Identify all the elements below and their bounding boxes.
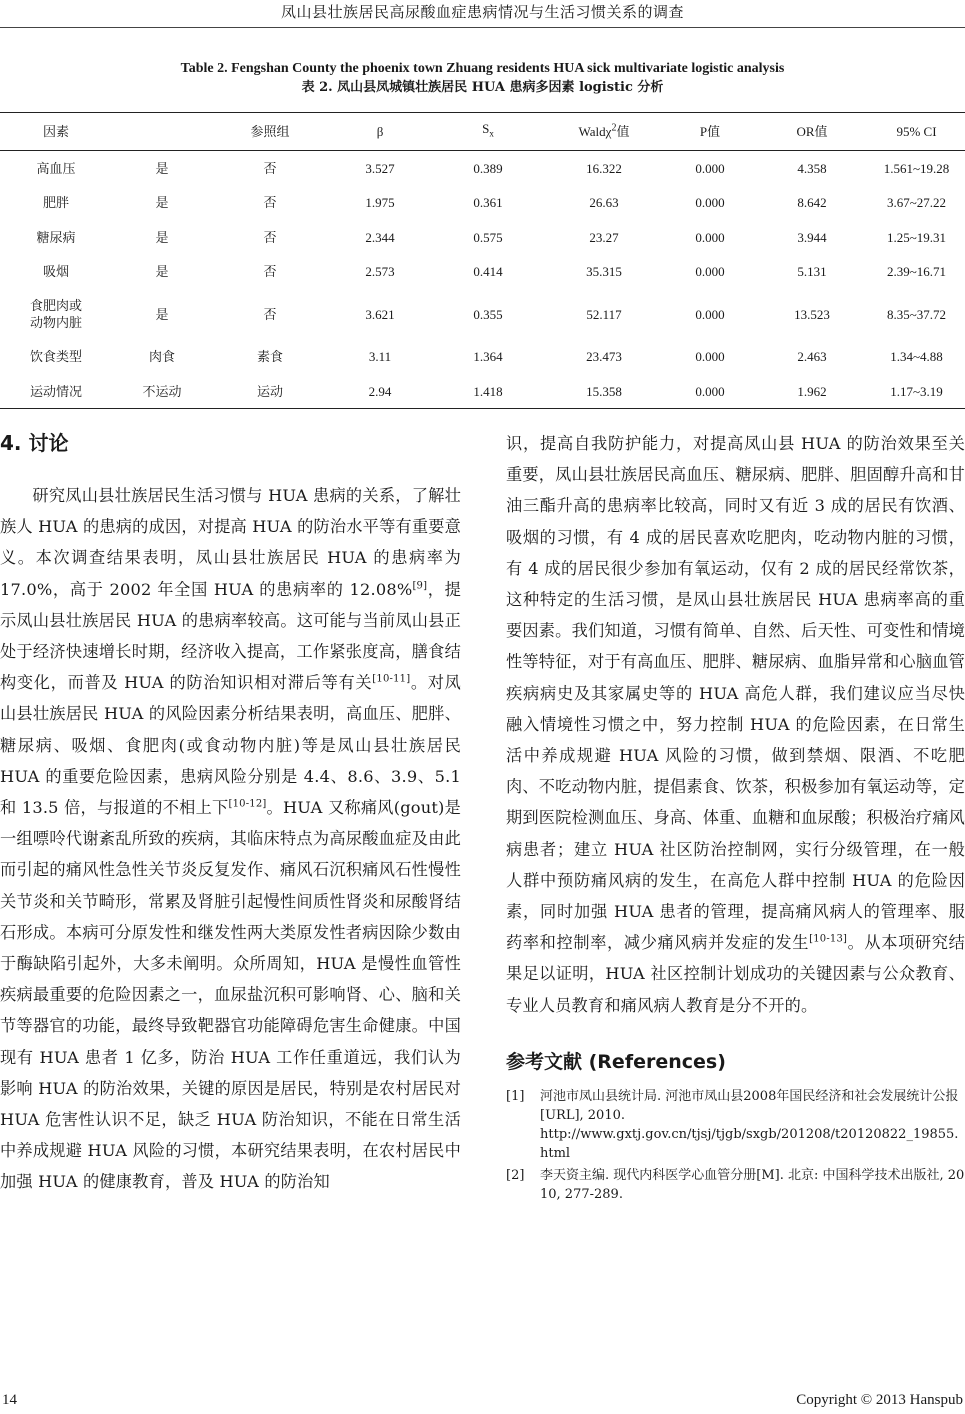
table-row — [0, 185, 965, 220]
discussion-paragraph-continued — [506, 428, 965, 1021]
cell-factor: 运动情况 — [0, 374, 112, 409]
table-row — [0, 374, 965, 409]
cell-beta: 2.344 — [365, 229, 395, 245]
reference-item — [506, 1087, 965, 1163]
cell-reference: 否 — [263, 160, 277, 176]
wald-superscript: 2 — [611, 122, 617, 134]
page-number: 14 — [2, 1392, 17, 1408]
citation: [10-13] — [809, 933, 848, 945]
reference-url[interactable]: http://www.gxtj.gov.cn/tjsj/tjgb/sxgb/201208/t20120822_19855.html — [540, 1126, 959, 1161]
cell-p: 0.000 — [664, 374, 756, 409]
table-row — [0, 220, 965, 255]
cell-se: 0.575 — [473, 229, 503, 245]
section-title-discussion: 4. 讨论 — [0, 431, 69, 455]
cell-beta: 1.975 — [365, 195, 395, 211]
discussion-text-5: 识，提高自我防护能力，对提高凤山县 HUA 的防治效果至关重要，凤山县壮族居民高血压、糖尿病、肥胖、胆固醇升高和甘油三酯升高的患病率比较高，同时又有近 3 成的居民有饮酒、吸烟的习惯，有 4 成的居民喜欢吃肥肉，吃动物内脏的习惯，有 4 成的居民很少参加有氧运动，仅有 2 成的居民经常饮茶，这种特定的生活习惯，是凤山县壮族居民 HUA 患病率高的重要因素。我们知道，习惯有简单、自然、后天性、可变性和情境性等特征，对于有高血压、肥胖、糖尿病、血脂异常和心脑血管疾病病史及其家属史等的 HUA 高危人群，我们建议应当尽快融入情境性习惯之中，努力控制 HUA 的危险因素，在日常生活中养成规避 HUA 风险的习惯，做到禁烟、限酒、不吃肥肉、不吃动物内脏，提倡素食、饮茶，积极参加有氧运动等，定期到医院检测血压、身高、体重、血糖和血尿酸；积极治疗痛风病患者；建立 HUA 社区防治控制网，实行分级管理，在一般人群中预防痛风病的发生，在高危人群中控制 HUA 的危险因素，同时加强 HUA 患者的管理，提高痛风病人的管理率、服药率和控制率，减少痛风病并发症的发生 — [506, 434, 965, 953]
col-header-wald — [544, 113, 664, 151]
reference-list — [506, 1087, 965, 1204]
cell-wald: 26.63 — [589, 195, 619, 211]
logistic-table — [0, 112, 965, 409]
cell-beta: 2.573 — [365, 264, 395, 280]
col-header-or: OR值 — [756, 113, 868, 151]
col-header-beta: β — [328, 113, 432, 151]
header-rule — [0, 27, 965, 28]
cell-wald: 23.473 — [586, 349, 622, 365]
cell-beta: 2.94 — [328, 374, 432, 409]
discussion-text-4: 。HUA 又称痛风(gout)是一组嘌呤代谢紊乱所致的疾病，其临床特点为高尿酸血症及由此而引起的痛风性急性关节炎反复发作、痛风石沉积痛风石性慢性关节炎和关节畸形，常累及肾脏引起慢性间质性肾炎和尿酸肾结石形成。本病可分原发性和继发性两大类原发性者病因除少数由于酶缺陷引起外，大多未阐明。众所周知，HUA 是慢性血管性疾病最重要的危险因素之一，血尿盐沉积可影响肾、心、脑和关节等器官的功能，最终导致靶器官功能障碍危害生命健康。中国现有 HUA 患者 1 亿多，防治 HUA 工作任重道远，我们认为影响 HUA 的防治效果，关键的原因是居民，特别是农村居民对 HUA 危害性认识不足，缺乏 HUA 防治知识，不能在日常生活中养成规避 HUA 风险的习惯，本研究结果表明，在农村居民中加强 HUA 的健康教育，普及 HUA 的防治知 — [0, 798, 462, 1192]
cell-ci: 1.561~19.28 — [883, 160, 950, 176]
cell-beta: 3.527 — [365, 160, 395, 176]
cell-group: 是 — [155, 264, 169, 280]
cell-p: 0.000 — [695, 264, 725, 280]
cell-factor: 饮食类型 — [29, 349, 82, 365]
cell-se: 0.355 — [473, 306, 503, 322]
cell-or: 2.463 — [797, 349, 827, 365]
reference-item — [506, 1166, 965, 1204]
left-column — [0, 428, 461, 1198]
table-caption-en: Table 2. Fengshan County the phoenix town Zhuang residents HUA sick multivariate logistic analysis — [180, 61, 785, 76]
cell-ci: 1.17~3.19 — [868, 374, 965, 409]
cell-factor-line1: 食肥肉或 — [29, 298, 82, 314]
citation: [10-11] — [372, 673, 411, 685]
cell-group: 是 — [155, 229, 169, 245]
cell-factor: 肥胖 — [42, 195, 69, 211]
table-row — [0, 255, 965, 290]
cell-factor: 高血压 — [36, 160, 76, 176]
cell-se: 0.389 — [473, 160, 503, 176]
reference-body — [540, 1087, 965, 1163]
copyright-notice: Copyright © 2013 Hanspub — [796, 1392, 963, 1408]
cell-reference: 运动 — [212, 374, 328, 409]
col-header-group — [112, 113, 212, 151]
discussion-text-3: 。对凤山县壮族居民 HUA 的风险因素分析结果表明，高血压、肥胖、糖尿病、吸烟、食肥肉(或食动物内脏)等是凤山县壮族居民 HUA 的重要危险因素，患病风险分别是 4.4、8.6、3.9、5.1 和 13.5 倍，与报道的不相上下 — [0, 673, 461, 818]
cell-beta: 3.621 — [365, 306, 395, 322]
cell-or: 1.962 — [756, 374, 868, 409]
wald-suffix: 值 — [616, 124, 630, 139]
cell-wald: 52.117 — [586, 306, 622, 322]
discussion-paragraph — [0, 480, 461, 1198]
cell-reference: 否 — [263, 229, 277, 245]
cell-p: 0.000 — [695, 306, 725, 322]
cell-p: 0.000 — [695, 229, 725, 245]
cell-beta: 3.11 — [368, 349, 392, 365]
cell-se: 0.414 — [473, 264, 503, 280]
right-column — [506, 428, 965, 1207]
cell-factor — [0, 289, 112, 339]
cell-or: 5.131 — [797, 264, 827, 280]
citation: [9] — [412, 580, 428, 592]
se-symbol: S — [482, 121, 490, 137]
cell-reference: 否 — [263, 306, 277, 322]
col-header-p: P值 — [664, 113, 756, 151]
table-caption-zh: 表 2. 凤山县凤城镇壮族居民 HUA 患病多因素 logistic 分析 — [301, 80, 664, 95]
cell-group: 不运动 — [112, 374, 212, 409]
cell-se: 0.361 — [473, 195, 503, 211]
col-header-ci: 95% CI — [868, 113, 965, 151]
cell-factor: 糖尿病 — [36, 229, 76, 245]
cell-reference: 否 — [263, 264, 277, 280]
cell-group: 是 — [155, 306, 169, 322]
discussion-text-6: 。从本项研究结果足以证明，HUA 社区控制计划成功的关键因素与公众教育、专业人员教育和痛风病人教育是分不开的。 — [506, 933, 965, 1015]
references-title: 参考文献 (References) — [506, 1050, 726, 1073]
reference-number: [2] — [506, 1167, 525, 1183]
running-header: 凤山县壮族居民高尿酸血症患病情况与生活习惯关系的调查 — [280, 3, 684, 21]
cell-wald: 35.315 — [586, 264, 622, 280]
se-subscript: x — [489, 128, 494, 139]
cell-or: 13.523 — [794, 306, 830, 322]
cell-wald: 15.358 — [544, 374, 664, 409]
cell-wald: 23.27 — [589, 229, 619, 245]
col-header-se — [432, 113, 544, 151]
table-header-row — [0, 113, 965, 151]
cell-factor-line2: 动物内脏 — [29, 315, 82, 331]
cell-p: 0.000 — [695, 349, 725, 365]
cell-p: 0.000 — [695, 195, 725, 211]
cell-or: 4.358 — [797, 160, 827, 176]
citation: [10-12] — [228, 798, 267, 810]
cell-reference: 素食 — [256, 349, 283, 365]
cell-or: 3.944 — [797, 229, 827, 245]
cell-wald: 16.322 — [586, 160, 622, 176]
cell-ci: 1.25~19.31 — [886, 229, 947, 245]
discussion-text-1: 研究凤山县壮族居民生活习惯与 HUA 患病的关系，了解壮族人 HUA 的患病的成因，对提高 HUA 的防治水平等有重要意义。本次调查结果表明，凤山县壮族居民 HUA 的患病率为 17.0%，高于 2002 年全国 HUA 的患病率的 12.08% — [0, 486, 462, 599]
table-row — [0, 339, 965, 374]
reference-text: 李天资主编. 现代内科医学心血管分册[M]. 北京: 中国科学技术出版社, 2010, 277-289. — [540, 1167, 965, 1202]
cell-ci: 3.67~27.22 — [886, 195, 947, 211]
cell-reference: 否 — [263, 195, 277, 211]
cell-factor: 吸烟 — [42, 264, 69, 280]
table-row — [0, 151, 965, 186]
discussion-text-2: ，提示凤山县壮族居民 HUA 的患病率较高。这可能与当前凤山县正处于经济快速增长时期，经济收入提高，工作紧张度高，膳食结构变化，而普及 HUA 的防治知识相对滞后等有关 — [0, 579, 462, 693]
reference-text: 河池市凤山县统计局. 河池市凤山县2008年国民经济和社会发展统计公报[URL], 2010. — [540, 1088, 959, 1123]
reference-number: [1] — [506, 1088, 525, 1104]
cell-group: 是 — [155, 160, 169, 176]
cell-or: 8.642 — [797, 195, 827, 211]
cell-se: 1.364 — [473, 349, 503, 365]
wald-label: Waldχ — [578, 124, 612, 139]
cell-ci: 1.34~4.88 — [890, 349, 943, 365]
cell-se: 1.418 — [432, 374, 544, 409]
cell-group: 肉食 — [148, 349, 175, 365]
cell-ci: 2.39~16.71 — [886, 264, 947, 280]
cell-ci: 8.35~37.72 — [886, 306, 947, 322]
col-header-reference: 参照组 — [212, 113, 328, 151]
table-row — [0, 289, 965, 339]
cell-group: 是 — [155, 195, 169, 211]
cell-p: 0.000 — [695, 160, 725, 176]
col-header-factor: 因素 — [0, 113, 112, 151]
